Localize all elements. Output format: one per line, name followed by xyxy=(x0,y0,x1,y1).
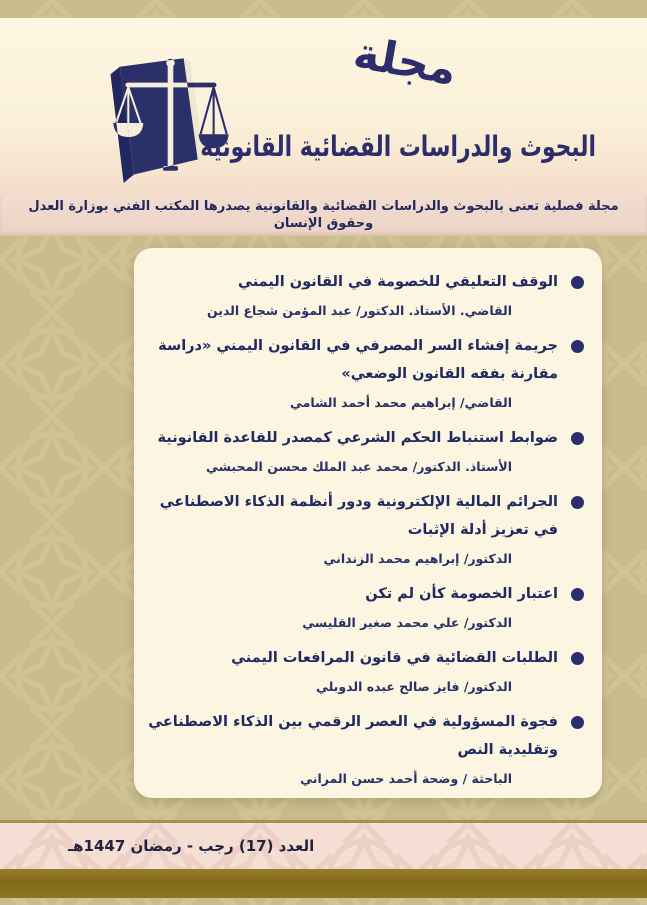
subtitle-bar xyxy=(0,196,647,236)
article-author: الدكتور/ فايز صالح عبده الدوبلي xyxy=(315,679,512,694)
subtitle-text: مجلة فصلية تعنى بالبحوث والدراسات القضائية والقانونية يصدرها المكتب الفني بوزارة العدل وحقوق الإنسان xyxy=(28,199,619,231)
circle-bullet-icon xyxy=(571,716,584,729)
article-title: جريمة إفشاء السر المصرفي في القانون اليمني «دراسة مقارنة بفقه القانون الوضعي» xyxy=(158,338,558,382)
article-item xyxy=(146,332,586,411)
article-author: القاضي. الأستاذ. الدكتور/ عبد المؤمن شجاع الدين xyxy=(207,303,512,318)
article-item xyxy=(146,424,586,475)
header xyxy=(0,18,647,196)
footer-bar xyxy=(0,823,647,869)
issue-label: العدد (17) رجب - رمضان 1447هـ xyxy=(68,837,315,855)
article-item xyxy=(146,580,586,631)
bottom-gold-band xyxy=(0,869,647,898)
circle-bullet-icon xyxy=(571,276,584,289)
article-title: اعتبار الخصومة كأن لم تكن xyxy=(365,586,558,602)
book-and-scales-icon xyxy=(88,48,238,196)
article-item xyxy=(146,708,586,787)
article-author: الدكتور/ علي محمد صغير القليسي xyxy=(302,615,512,630)
article-author: الأستاذ. الدكتور/ محمد عبد الملك محسن المحبشي xyxy=(206,459,512,474)
article-title: الجرائم المالية الإلكترونية ودور أنظمة الذكاء الاصطناعي في تعزيز أدلة الإثبات xyxy=(159,494,558,538)
journal-title-calligraphy: البحوث والدراسات القضائية القانونية xyxy=(200,130,596,163)
article-author: القاضي/ إبراهيم محمد أحمد الشامي xyxy=(290,395,512,410)
article-item xyxy=(146,644,586,695)
circle-bullet-icon xyxy=(571,588,584,601)
article-author: الباحثة / وضحة أحمد حسن المراني xyxy=(300,771,512,786)
article-title: الطلبات القضائية في قانون المرافعات اليمني xyxy=(231,650,558,666)
article-item xyxy=(146,268,586,319)
circle-bullet-icon xyxy=(571,652,584,665)
contents-card xyxy=(134,248,602,798)
journal-word: مجلة xyxy=(349,27,461,96)
article-title: الوقف التعليقي للخصومة في القانون اليمني xyxy=(238,274,558,290)
circle-bullet-icon xyxy=(571,496,584,509)
circle-bullet-icon xyxy=(571,340,584,353)
articles-list xyxy=(146,268,586,787)
article-title: ضوابط استنباط الحكم الشرعي كمصدر للقاعدة القانونية xyxy=(157,430,558,446)
article-author: الدكتور/ إبراهيم محمد الزنداني xyxy=(323,551,512,566)
article-item xyxy=(146,488,586,567)
article-title: فجوة المسؤولية في العصر الرقمي بين الذكاء الاصطناعي وتقليدية النص xyxy=(148,714,558,758)
circle-bullet-icon xyxy=(571,432,584,445)
